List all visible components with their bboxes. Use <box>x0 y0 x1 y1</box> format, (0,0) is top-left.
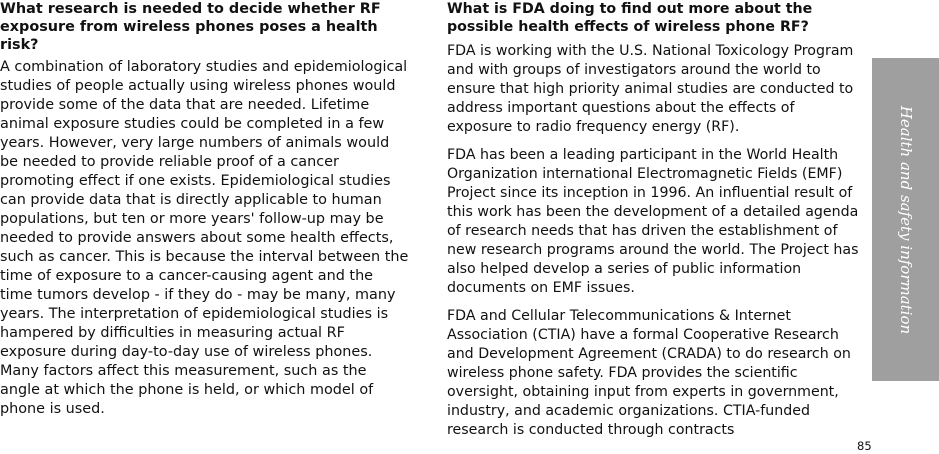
left-heading: What research is needed to decide whether RF exposure from wireless phones poses a health risk? <box>0 1 381 53</box>
right-paragraph-1: FDA is working with the U.S. National Toxicology Program and with groups of investigators around the world to ensure that high priority animal studies are conducted to address important questions about the effects of exposure to radio frequency energy (RF). <box>447 43 854 135</box>
left-paragraph: A combination of laboratory studies and epidemiological studies of people actually using wireless phones would provide some of the data that are needed. Lifetime animal exposure studies could be completed in a few years. However, very large numbers of animals would be needed to provide reliable proof of a cancer promoting effect if one exists. Epidemiological studies can provide data that is directly applicable to human populations, but ten or more years' follow-up may be needed to provide answers about some health effects, such as cancer. This is because the interval between the time of exposure to a cancer-causing agent and the time tumors develop - if they do - may be many, many years. The interpretation of epidemiological studies is hampered by difficulties in measuring actual RF exposure during day-to-day use of wireless phones. Many factors affect this measurement, such as the angle at which the phone is held, or which model of phone is used. <box>0 59 409 417</box>
section-side-tab-label: Health and safety information <box>896 105 915 334</box>
left-column <box>0 0 410 419</box>
section-side-tab <box>872 58 939 381</box>
right-column <box>447 0 859 440</box>
page-number: 85 <box>857 439 872 453</box>
right-heading: What is FDA doing to find out more about the possible health effects of wireless phone RF? <box>447 1 813 35</box>
right-paragraph-3: FDA and Cellular Telecommunications & Internet Association (CTIA) have a formal Cooperative Research and Development Agreement (CRADA) to do research on wireless phone safety. FDA provides the scientific oversight, obtaining input from experts in government, industry, and academic organizations. CTIA-funded research is conducted through contracts <box>447 308 851 438</box>
right-paragraph-2: FDA has been a leading participant in the World Health Organization international Electromagnetic Fields (EMF) Project since its inception in 1996. An influential result of this work has been the development of a detailed agenda of research needs that has driven the establishment of new research programs around the world. The Project has also helped develop a series of public information documents on EMF issues. <box>447 147 859 296</box>
